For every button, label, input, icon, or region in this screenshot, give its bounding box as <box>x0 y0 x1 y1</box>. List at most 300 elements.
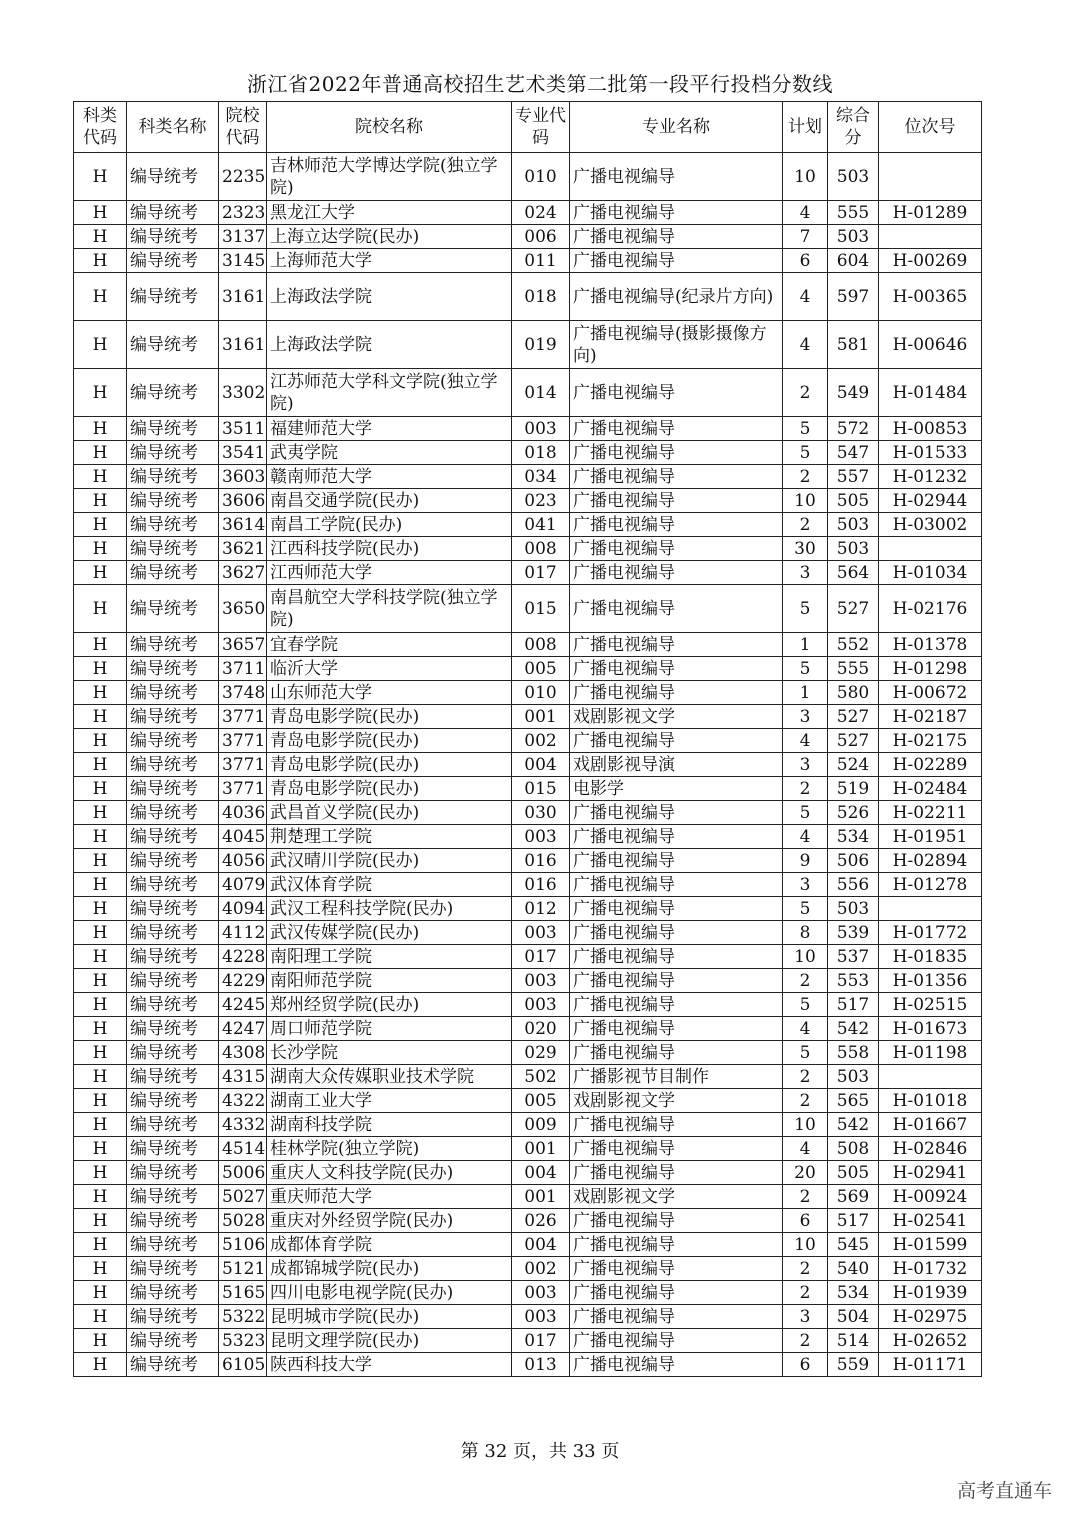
cell-school-name: 赣南师范大学 <box>267 465 512 489</box>
table-row <box>74 1281 982 1305</box>
cell-score: 549 <box>828 369 879 417</box>
cell-category-name: 编导统考 <box>127 1041 219 1065</box>
cell-rank: H-01356 <box>879 969 982 993</box>
cell-rank: H-01673 <box>879 1017 982 1041</box>
cell-rank: H-02541 <box>879 1209 982 1233</box>
cell-category-code: H <box>74 969 127 993</box>
cell-category-code: H <box>74 1185 127 1209</box>
cell-plan: 5 <box>783 897 828 921</box>
cell-score: 524 <box>828 753 879 777</box>
cell-rank <box>879 1065 982 1089</box>
cell-plan: 10 <box>783 1233 828 1257</box>
table-row <box>74 1329 982 1353</box>
cell-rank: H-02944 <box>879 489 982 513</box>
table-row <box>74 1305 982 1329</box>
cell-major-name: 广播电视编导 <box>570 417 783 441</box>
cell-plan: 2 <box>783 1329 828 1353</box>
cell-plan: 6 <box>783 1353 828 1377</box>
cell-school-code: 4247 <box>219 1017 267 1041</box>
cell-school-name: 山东师范大学 <box>267 681 512 705</box>
document-title: 浙江省2022年普通高校招生艺术类第二批第一段平行投档分数线 <box>247 72 833 96</box>
cell-category-code: H <box>74 777 127 801</box>
cell-rank: H-01939 <box>879 1281 982 1305</box>
table-row <box>74 1065 982 1089</box>
cell-score: 514 <box>828 1329 879 1353</box>
cell-category-code: H <box>74 633 127 657</box>
cell-school-name: 成都锦城学院(民办) <box>267 1257 512 1281</box>
table-row <box>74 1161 982 1185</box>
cell-plan: 5 <box>783 1041 828 1065</box>
cell-plan: 2 <box>783 969 828 993</box>
cell-category-name: 编导统考 <box>127 537 219 561</box>
table-row <box>74 249 982 273</box>
cell-major-name: 广播影视节目制作 <box>570 1065 783 1089</box>
cell-school-code: 3627 <box>219 561 267 585</box>
cell-school-name: 江苏师范大学科文学院(独立学院) <box>267 369 512 417</box>
cell-category-code: H <box>74 153 127 201</box>
cell-rank: H-01298 <box>879 657 982 681</box>
cell-major-code: 029 <box>512 1041 570 1065</box>
cell-category-code: H <box>74 1329 127 1353</box>
cell-score: 503 <box>828 1065 879 1089</box>
cell-plan: 5 <box>783 585 828 633</box>
cell-category-code: H <box>74 513 127 537</box>
cell-school-name: 江西科技学院(民办) <box>267 537 512 561</box>
cell-plan: 30 <box>783 537 828 561</box>
cell-school-code: 3650 <box>219 585 267 633</box>
cell-category-code: H <box>74 945 127 969</box>
cell-school-code: 5165 <box>219 1281 267 1305</box>
cell-major-code: 003 <box>512 417 570 441</box>
cell-major-code: 003 <box>512 969 570 993</box>
cell-major-name: 广播电视编导 <box>570 1233 783 1257</box>
cell-major-code: 004 <box>512 753 570 777</box>
table-row <box>74 465 982 489</box>
cell-school-code: 3771 <box>219 777 267 801</box>
cell-category-name: 编导统考 <box>127 873 219 897</box>
cell-major-name: 广播电视编导 <box>570 489 783 513</box>
cell-school-name: 吉林师范大学博达学院(独立学院) <box>267 153 512 201</box>
cell-major-name: 广播电视编导 <box>570 1137 783 1161</box>
cell-major-name: 戏剧影视文学 <box>570 1185 783 1209</box>
table-row <box>74 1233 982 1257</box>
cell-category-code: H <box>74 249 127 273</box>
cell-school-code: 3511 <box>219 417 267 441</box>
cell-rank: H-01599 <box>879 1233 982 1257</box>
cell-school-code: 3711 <box>219 657 267 681</box>
cell-major-code: 013 <box>512 1353 570 1377</box>
cell-rank: H-02211 <box>879 801 982 825</box>
table-row <box>74 801 982 825</box>
cell-school-code: 4308 <box>219 1041 267 1065</box>
cell-category-code: H <box>74 729 127 753</box>
cell-major-name: 广播电视编导 <box>570 921 783 945</box>
cell-score: 527 <box>828 729 879 753</box>
cell-plan: 4 <box>783 321 828 369</box>
cell-score: 534 <box>828 825 879 849</box>
cell-plan: 5 <box>783 801 828 825</box>
cell-category-name: 编导统考 <box>127 465 219 489</box>
cell-category-code: H <box>74 273 127 321</box>
cell-category-name: 编导统考 <box>127 1281 219 1305</box>
cell-category-code: H <box>74 441 127 465</box>
cell-major-code: 024 <box>512 201 570 225</box>
cell-major-code: 002 <box>512 729 570 753</box>
cell-category-name: 编导统考 <box>127 153 219 201</box>
cell-school-name: 长沙学院 <box>267 1041 512 1065</box>
cell-plan: 2 <box>783 513 828 537</box>
cell-score: 545 <box>828 1233 879 1257</box>
cell-plan: 5 <box>783 441 828 465</box>
cell-school-name: 四川电影电视学院(民办) <box>267 1281 512 1305</box>
cell-school-name: 重庆人文科技学院(民办) <box>267 1161 512 1185</box>
table-row <box>74 225 982 249</box>
cell-major-name: 戏剧影视文学 <box>570 705 783 729</box>
cell-category-name: 编导统考 <box>127 1137 219 1161</box>
cell-plan: 2 <box>783 369 828 417</box>
cell-major-name: 广播电视编导 <box>570 153 783 201</box>
cell-major-code: 001 <box>512 705 570 729</box>
table-row <box>74 201 982 225</box>
table-row <box>74 417 982 441</box>
cell-major-code: 019 <box>512 321 570 369</box>
cell-score: 572 <box>828 417 879 441</box>
cell-score: 505 <box>828 1161 879 1185</box>
cell-major-name: 广播电视编导 <box>570 561 783 585</box>
cell-score: 527 <box>828 705 879 729</box>
cell-rank <box>879 153 982 201</box>
cell-major-name: 广播电视编导 <box>570 1353 783 1377</box>
table-row <box>74 537 982 561</box>
cell-rank: H-01171 <box>879 1353 982 1377</box>
cell-school-name: 武夷学院 <box>267 441 512 465</box>
header-school-name: 院校名称 <box>267 102 512 153</box>
cell-major-code: 018 <box>512 273 570 321</box>
cell-category-name: 编导统考 <box>127 369 219 417</box>
cell-category-name: 编导统考 <box>127 1017 219 1041</box>
cell-category-code: H <box>74 681 127 705</box>
cell-school-name: 青岛电影学院(民办) <box>267 753 512 777</box>
cell-school-code: 4228 <box>219 945 267 969</box>
cell-category-code: H <box>74 201 127 225</box>
cell-score: 557 <box>828 465 879 489</box>
cell-category-name: 编导统考 <box>127 849 219 873</box>
table-row <box>74 897 982 921</box>
cell-category-code: H <box>74 1065 127 1089</box>
cell-school-code: 5028 <box>219 1209 267 1233</box>
cell-school-name: 上海师范大学 <box>267 249 512 273</box>
cell-major-code: 017 <box>512 1329 570 1353</box>
cell-category-code: H <box>74 465 127 489</box>
cell-major-code: 016 <box>512 873 570 897</box>
cell-major-code: 003 <box>512 993 570 1017</box>
cell-plan: 2 <box>783 1257 828 1281</box>
cell-score: 547 <box>828 441 879 465</box>
cell-score: 539 <box>828 921 879 945</box>
cell-score: 564 <box>828 561 879 585</box>
cell-category-name: 编导统考 <box>127 1353 219 1377</box>
cell-category-code: H <box>74 993 127 1017</box>
cell-rank: H-01198 <box>879 1041 982 1065</box>
cell-major-code: 001 <box>512 1185 570 1209</box>
table-row <box>74 1257 982 1281</box>
cell-plan: 3 <box>783 753 828 777</box>
cell-score: 581 <box>828 321 879 369</box>
cell-category-name: 编导统考 <box>127 921 219 945</box>
cell-plan: 10 <box>783 489 828 513</box>
cell-major-name: 广播电视编导 <box>570 441 783 465</box>
cell-major-code: 015 <box>512 777 570 801</box>
header-major-code: 专业代码 <box>512 102 570 153</box>
cell-school-name: 武昌首义学院(民办) <box>267 801 512 825</box>
cell-major-name: 广播电视编导 <box>570 849 783 873</box>
header-score: 综合分 <box>828 102 879 153</box>
cell-school-name: 荆楚理工学院 <box>267 825 512 849</box>
cell-major-code: 002 <box>512 1257 570 1281</box>
cell-school-code: 5006 <box>219 1161 267 1185</box>
cell-rank: H-00269 <box>879 249 982 273</box>
table-row <box>74 1209 982 1233</box>
cell-plan: 2 <box>783 1185 828 1209</box>
cell-school-name: 南昌航空大学科技学院(独立学院) <box>267 585 512 633</box>
cell-major-name: 广播电视编导 <box>570 657 783 681</box>
cell-school-code: 3145 <box>219 249 267 273</box>
cell-rank: H-02484 <box>879 777 982 801</box>
cell-category-code: H <box>74 1041 127 1065</box>
cell-category-code: H <box>74 849 127 873</box>
cell-major-code: 502 <box>512 1065 570 1089</box>
cell-major-code: 011 <box>512 249 570 273</box>
cell-score: 555 <box>828 657 879 681</box>
table-body <box>74 153 982 1377</box>
cell-major-name: 广播电视编导 <box>570 465 783 489</box>
cell-plan: 2 <box>783 1065 828 1089</box>
cell-school-name: 宜春学院 <box>267 633 512 657</box>
cell-rank: H-02175 <box>879 729 982 753</box>
cell-school-code: 4079 <box>219 873 267 897</box>
cell-plan: 20 <box>783 1161 828 1185</box>
cell-rank: H-02941 <box>879 1161 982 1185</box>
cell-category-name: 编导统考 <box>127 321 219 369</box>
table-row <box>74 633 982 657</box>
cell-school-name: 周口师范学院 <box>267 1017 512 1041</box>
cell-plan: 10 <box>783 1113 828 1137</box>
cell-school-code: 4094 <box>219 897 267 921</box>
cell-plan: 10 <box>783 153 828 201</box>
cell-school-name: 湖南大众传媒职业技术学院 <box>267 1065 512 1089</box>
table-row <box>74 777 982 801</box>
cell-rank: H-01951 <box>879 825 982 849</box>
cell-school-code: 3657 <box>219 633 267 657</box>
cell-major-code: 004 <box>512 1233 570 1257</box>
cell-major-name: 广播电视编导 <box>570 369 783 417</box>
table-row <box>74 513 982 537</box>
cell-school-name: 上海政法学院 <box>267 321 512 369</box>
cell-category-name: 编导统考 <box>127 273 219 321</box>
cell-category-code: H <box>74 753 127 777</box>
cell-rank: H-01232 <box>879 465 982 489</box>
cell-school-name: 武汉传媒学院(民办) <box>267 921 512 945</box>
table-row <box>74 561 982 585</box>
cell-school-name: 黑龙江大学 <box>267 201 512 225</box>
cell-rank: H-00924 <box>879 1185 982 1209</box>
cell-major-name: 广播电视编导 <box>570 1017 783 1041</box>
cell-category-code: H <box>74 921 127 945</box>
cell-school-code: 4315 <box>219 1065 267 1089</box>
cell-school-code: 3161 <box>219 321 267 369</box>
cell-rank: H-02515 <box>879 993 982 1017</box>
cell-score: 503 <box>828 513 879 537</box>
cell-major-code: 015 <box>512 585 570 633</box>
cell-major-name: 广播电视编导 <box>570 513 783 537</box>
cell-plan: 4 <box>783 273 828 321</box>
cell-major-name: 广播电视编导 <box>570 993 783 1017</box>
table-row <box>74 273 982 321</box>
table-row <box>74 921 982 945</box>
cell-school-code: 4056 <box>219 849 267 873</box>
cell-plan: 1 <box>783 681 828 705</box>
cell-category-code: H <box>74 801 127 825</box>
cell-major-name: 广播电视编导 <box>570 1257 783 1281</box>
cell-rank: H-02289 <box>879 753 982 777</box>
cell-school-code: 3137 <box>219 225 267 249</box>
cell-category-code: H <box>74 585 127 633</box>
cell-major-code: 030 <box>512 801 570 825</box>
cell-school-name: 重庆对外经贸学院(民办) <box>267 1209 512 1233</box>
cell-school-code: 3771 <box>219 705 267 729</box>
cell-plan: 2 <box>783 1281 828 1305</box>
table-row <box>74 969 982 993</box>
cell-rank: H-01835 <box>879 945 982 969</box>
cell-school-name: 青岛电影学院(民办) <box>267 777 512 801</box>
cell-category-code: H <box>74 417 127 441</box>
cell-school-code: 5106 <box>219 1233 267 1257</box>
cell-plan: 1 <box>783 633 828 657</box>
cell-school-code: 4332 <box>219 1113 267 1137</box>
cell-category-name: 编导统考 <box>127 1209 219 1233</box>
cell-school-name: 成都体育学院 <box>267 1233 512 1257</box>
cell-category-name: 编导统考 <box>127 897 219 921</box>
cell-category-code: H <box>74 1281 127 1305</box>
cell-score: 604 <box>828 249 879 273</box>
cell-major-code: 020 <box>512 1017 570 1041</box>
cell-category-code: H <box>74 705 127 729</box>
table-row <box>74 993 982 1017</box>
cell-rank: H-02187 <box>879 705 982 729</box>
watermark: 高考直通车 <box>956 1480 1052 1502</box>
cell-category-name: 编导统考 <box>127 825 219 849</box>
cell-major-code: 018 <box>512 441 570 465</box>
cell-score: 556 <box>828 873 879 897</box>
cell-category-code: H <box>74 321 127 369</box>
cell-major-name: 广播电视编导 <box>570 1161 783 1185</box>
cell-category-name: 编导统考 <box>127 249 219 273</box>
cell-school-code: 2323 <box>219 201 267 225</box>
cell-major-name: 广播电视编导 <box>570 681 783 705</box>
cell-major-name: 广播电视编导 <box>570 201 783 225</box>
cell-score: 569 <box>828 1185 879 1209</box>
cell-school-name: 南昌交通学院(民办) <box>267 489 512 513</box>
cell-category-code: H <box>74 1353 127 1377</box>
cell-score: 559 <box>828 1353 879 1377</box>
table-row <box>74 321 982 369</box>
cell-major-name: 广播电视编导 <box>570 1281 783 1305</box>
cell-category-code: H <box>74 537 127 561</box>
table-row <box>74 729 982 753</box>
cell-school-code: 4045 <box>219 825 267 849</box>
cell-category-code: H <box>74 561 127 585</box>
cell-category-code: H <box>74 1233 127 1257</box>
cell-major-code: 003 <box>512 1281 570 1305</box>
cell-plan: 5 <box>783 657 828 681</box>
cell-school-code: 3606 <box>219 489 267 513</box>
cell-category-name: 编导统考 <box>127 633 219 657</box>
cell-score: 517 <box>828 993 879 1017</box>
cell-category-code: H <box>74 1137 127 1161</box>
cell-rank: H-01278 <box>879 873 982 897</box>
cell-school-name: 南阳师范学院 <box>267 969 512 993</box>
cell-major-name: 广播电视编导 <box>570 825 783 849</box>
cell-rank: H-02846 <box>879 1137 982 1161</box>
cell-major-code: 005 <box>512 1089 570 1113</box>
cell-school-name: 南昌工学院(民办) <box>267 513 512 537</box>
cell-major-code: 008 <box>512 537 570 561</box>
cell-category-name: 编导统考 <box>127 513 219 537</box>
cell-rank: H-02652 <box>879 1329 982 1353</box>
cell-major-name: 广播电视编导 <box>570 1113 783 1137</box>
cell-plan: 8 <box>783 921 828 945</box>
cell-category-code: H <box>74 1305 127 1329</box>
cell-score: 553 <box>828 969 879 993</box>
cell-category-name: 编导统考 <box>127 225 219 249</box>
cell-category-name: 编导统考 <box>127 801 219 825</box>
cell-school-code: 4245 <box>219 993 267 1017</box>
cell-category-name: 编导统考 <box>127 201 219 225</box>
cell-major-name: 戏剧影视文学 <box>570 1089 783 1113</box>
cell-category-name: 编导统考 <box>127 969 219 993</box>
cell-major-name: 广播电视编导 <box>570 225 783 249</box>
cell-plan: 4 <box>783 201 828 225</box>
page-footer: 第 32 页，共 33 页 <box>460 1441 620 1462</box>
cell-score: 542 <box>828 1017 879 1041</box>
cell-plan: 4 <box>783 729 828 753</box>
cell-rank: H-01034 <box>879 561 982 585</box>
cell-rank: H-00646 <box>879 321 982 369</box>
cell-category-name: 编导统考 <box>127 417 219 441</box>
cell-major-name: 广播电视编导 <box>570 1041 783 1065</box>
cell-category-name: 编导统考 <box>127 729 219 753</box>
cell-score: 558 <box>828 1041 879 1065</box>
cell-major-name: 广播电视编导 <box>570 729 783 753</box>
cell-rank <box>879 537 982 561</box>
cell-score: 552 <box>828 633 879 657</box>
cell-major-code: 006 <box>512 225 570 249</box>
cell-school-name: 青岛电影学院(民办) <box>267 705 512 729</box>
header-category-code: 科类代码 <box>74 102 127 153</box>
cell-school-name: 上海政法学院 <box>267 273 512 321</box>
cell-rank: H-01772 <box>879 921 982 945</box>
cell-school-code: 3614 <box>219 513 267 537</box>
cell-plan: 6 <box>783 1209 828 1233</box>
cell-school-code: 3748 <box>219 681 267 705</box>
cell-category-code: H <box>74 1257 127 1281</box>
cell-score: 555 <box>828 201 879 225</box>
cell-category-name: 编导统考 <box>127 1113 219 1137</box>
cell-school-name: 武汉工程科技学院(民办) <box>267 897 512 921</box>
cell-plan: 4 <box>783 1137 828 1161</box>
table-row <box>74 1041 982 1065</box>
cell-rank: H-01667 <box>879 1113 982 1137</box>
